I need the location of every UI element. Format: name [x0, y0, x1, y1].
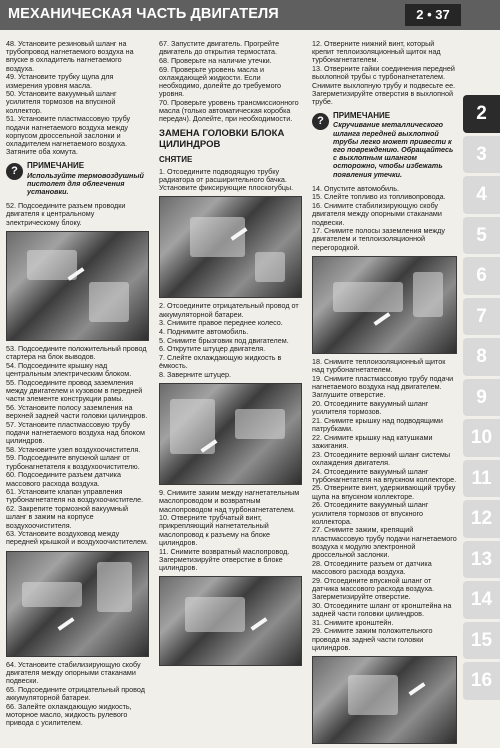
step-text: 26. Отсоедините вакуумный шланг усилителя тормозов от впускного коллектора. — [312, 500, 429, 526]
chapter-tab-16[interactable]: 16 — [463, 662, 500, 700]
step-text: 58. Установите узел воздухоочистителя. — [6, 444, 141, 454]
step-text: 60. Подсоедините разъем датчика массового расхода воздуха. — [6, 470, 121, 488]
step-text: 30. Отсоедините шланг от кронштейна на задней части головки цилиндров. — [312, 600, 452, 618]
column-2 — [159, 40, 302, 670]
step-text: 49. Установите трубку щупа для измерения уровня масла. — [6, 72, 114, 90]
subsection-heading: СНЯТИЕ — [159, 154, 193, 164]
step-text: 55. Подсоедините провод заземления между двигателем и кузовом в передней части элементе конструкции рамы. — [6, 377, 143, 403]
step-list — [312, 358, 457, 652]
chapter-tab-11[interactable]: 11 — [463, 460, 500, 498]
step-text: 70. Проверьте уровень трансмиссионного масла (только автоматическая коробка передач). Долейте, при необходимости. — [159, 97, 299, 124]
step-list — [159, 302, 302, 379]
step-text: 5. Снимите брызговик под двигателем. — [159, 335, 289, 345]
step-list — [6, 345, 149, 547]
engine-photo — [159, 576, 302, 666]
engine-photo — [312, 256, 457, 354]
step-text: 10. Отверните трубчатый винт, прикрепляющий нагнетательный маслопровод к разъему на блоке цилиндров. — [159, 513, 271, 547]
step-text: 56. Установите полосу заземления на верхней задней части головки цилиндров. — [6, 402, 148, 420]
chapter-tab-4[interactable]: 4 — [463, 176, 500, 214]
step-text: 18. Снимите теплоизоляционный щиток над турбонагнетателем. — [312, 356, 446, 375]
step-text: 22. Снимите крышку над катушками зажигания. — [312, 432, 433, 450]
step-text: 23. Отсоедините верхний шланг системы охлаждения двигателя. — [312, 449, 451, 467]
chapter-tab-8[interactable]: 8 — [463, 338, 500, 376]
step-text: 1. Отсоедините подводящую трубку радиатора от расширительного бачка. Установите фиксирующие плоскогубцы. — [159, 166, 294, 193]
engine-photo — [159, 383, 302, 485]
note-icon: ? — [6, 163, 23, 180]
section-heading: ЗАМЕНА ГОЛОВКИ БЛОКА ЦИЛИНДРОВ — [159, 127, 285, 150]
step-text: 21. Снимите крышку над подводящими патрубками. — [312, 415, 443, 433]
chapter-tab-14[interactable]: 14 — [463, 581, 500, 619]
step-list — [159, 489, 302, 572]
chapter-tab-6[interactable]: 6 — [463, 257, 500, 295]
step-text: 8. Заверните штуцер. — [159, 369, 232, 379]
step-text: 50. Установите вакуумный шланг усилителя тормозов на впускной коллектор. — [6, 89, 117, 115]
step-text: 28. Отсоедините разъем от датчика массового расхода воздуха. — [312, 558, 432, 576]
note-body: Скручивание металлического шланга передней выхлопной трубы легко может привести к его повреждению. Обращайтесь с выхлопным шлангом осторожно, чтобы избежать появления утечки. — [333, 120, 454, 179]
step-text: 14. Опустите автомобиль. — [312, 183, 399, 193]
chapter-tab-12[interactable]: 12 — [463, 500, 500, 538]
step-text: 67. Запустите двигатель. Прогрейте двигатель до открытия термостата. — [159, 39, 280, 57]
chapter-tabs — [463, 95, 500, 703]
step-text: 62. Закрепите тормозной вакуумный шланг в зажим на корпусе воздухоочистителя. — [6, 504, 129, 530]
step-text: 51. Установите пластмассовую трубу подачи нагнетаемого воздуха между корпусом дроссельной заслонки и охладителем нагнетаемого воздуха. Затяните оба хомута. — [6, 114, 131, 157]
step-text: 25. Отверните винт, удерживающий трубку щупа на впускном коллекторе. — [312, 483, 456, 501]
note-heading: ПРИМЕЧАНИЕ — [27, 161, 85, 171]
step-text: 29. Отсоедините впускной шланг от датчика массового расхода воздуха. Загерметизируйте отверстие. — [312, 575, 434, 602]
step-text: 16. Снимите стабилизирующую скобу двигателя между опорными стаканами подвески. — [312, 201, 442, 227]
chapter-tab-10[interactable]: 10 — [463, 419, 500, 457]
step-text: 3. Снимите правое переднее колесо. — [159, 318, 283, 328]
step-list — [6, 40, 149, 156]
chapter-tab-3[interactable]: 3 — [463, 136, 500, 174]
chapter-tab-5[interactable]: 5 — [463, 217, 500, 255]
note-box — [6, 162, 149, 196]
page-number: 2 • 37 — [405, 4, 461, 26]
step-text: 53. Подсоедините положительный провод стартера на блок выводов. — [6, 343, 147, 361]
step-text: 7. Слейте охлаждающую жидкость в ёмкость. — [159, 353, 282, 371]
page-header — [0, 0, 500, 30]
step-text: 15. Слейте топливо из топливопровода. — [312, 192, 446, 202]
step-text: 69. Проверьте уровень масла и охлаждающей жидкости. Если необходимо, долейте до требуемого уровня. — [159, 64, 282, 99]
step-text: 63. Установите воздуховод между передней крышкой и воздухоочистителем. — [6, 529, 148, 547]
step-list — [312, 185, 457, 252]
step-text: 57. Установите пластмассовую трубу подачи нагнетаемого воздуха над блоком цилиндров. — [6, 419, 145, 445]
step-text: 64. Установите стабилизирующую скобу двигателя между опорными стаканами подвески. — [6, 659, 141, 686]
step-text: 2. Отсоедините отрицательный провод от аккумуляторной батареи. — [159, 301, 299, 319]
step-text: 20. Отсоедините вакуумный шланг усилителя тормозов. — [312, 398, 429, 417]
step-list — [312, 40, 457, 106]
note-icon: ? — [312, 113, 329, 130]
step-text: 61. Установите клапан управления турбонагнетателя на воздухоочистителе. — [6, 487, 144, 505]
step-text: 9. Снимите зажим между нагнетательным маслопроводом и возвратным маслопроводом над турбонагнетателем. — [159, 488, 300, 514]
step-text: 24. Отсоедините вакуумный шланг турбонагнетателя на впускном коллекторе. — [312, 466, 457, 484]
step-text: 54. Подсоедините крышку над центральным электрическим блоком. — [6, 360, 132, 378]
step-text: 13. Отверните гайки соединения передней выхлопной трубы с турбонагнетателем. Снимите выхлопную трубу и подвесьте ее. Загерметизируйте отверстия в выхлопной трубе. — [312, 64, 456, 106]
step-text: 48. Установите резиновый шланг на трубопровод нагнетаемого воздуха на впуске в охладитель нагнетаемого воздуха. — [6, 39, 134, 73]
step-text: 59. Подсоедините впускной шланг от турбонагнетателя к воздухоочистителю. — [6, 453, 140, 471]
note-box — [312, 112, 457, 179]
chapter-tab-7[interactable]: 7 — [463, 298, 500, 336]
step-text: 4. Поднимите автомобиль. — [159, 326, 249, 336]
step-text: 17. Снимите полосы заземления между двигателем и теплоизоляционной перегородкой. — [312, 226, 445, 252]
engine-photo — [159, 196, 302, 298]
step-text: 31. Снимите кронштейн. — [312, 617, 394, 627]
step-text: 29. Снимите зажим положительного провода на задней части головки цилиндров. — [312, 626, 433, 652]
column-1 — [6, 40, 149, 728]
note-heading: ПРИМЕЧАНИЕ — [333, 111, 391, 121]
step-text: 6. Открутите штуцер двигателя. — [159, 344, 266, 354]
step-text: 11. Снимите возвратный маслопровод. Загерметизируйте отверстие в блоке цилиндров. — [159, 546, 290, 572]
step-list — [159, 40, 302, 124]
note-body: Используйте термовоздушный пистолет для облегчения установки. — [27, 170, 144, 196]
chapter-tab-15[interactable]: 15 — [463, 622, 500, 660]
chapter-tab-9[interactable]: 9 — [463, 379, 500, 417]
chapter-tab-2[interactable]: 2 — [463, 95, 500, 133]
chapter-tab-13[interactable]: 13 — [463, 541, 500, 579]
step-text: 27. Снимите зажим, крепящий пластмассовую трубу подачи нагнетаемого воздуха к модулю электронной дроссельной заслонки. — [312, 525, 457, 560]
step-list — [6, 661, 149, 728]
step-text: 52. Подсоедините разъем проводки двигателя к центральному электрическому блоку. — [6, 201, 126, 227]
engine-photo — [6, 231, 149, 341]
step-text: 66. Залейте охлаждающую жидкость, моторное масло, жидкость рулевого привода с усилителем. — [6, 701, 132, 728]
step-text: 68. Проверьте на наличие утечки. — [159, 55, 272, 65]
step-text: 12. Отверните нижний винт, который крепит теплоизоляционный щиток над турбонагнетателем. — [312, 39, 441, 65]
chapter-title: МЕХАНИЧЕСКАЯ ЧАСТЬ ДВИГАТЕЛЯ — [8, 6, 279, 22]
step-text: 19. Снимите пластмассовую трубу подачи нагнетаемого воздуха над двигателем. Заглушите отверстие. — [312, 373, 454, 400]
engine-photo — [312, 656, 457, 744]
step-text: 65. Подсоедините отрицательный провод аккумуляторной батареи. — [6, 684, 145, 702]
engine-photo — [6, 551, 149, 657]
column-3 — [312, 40, 457, 748]
